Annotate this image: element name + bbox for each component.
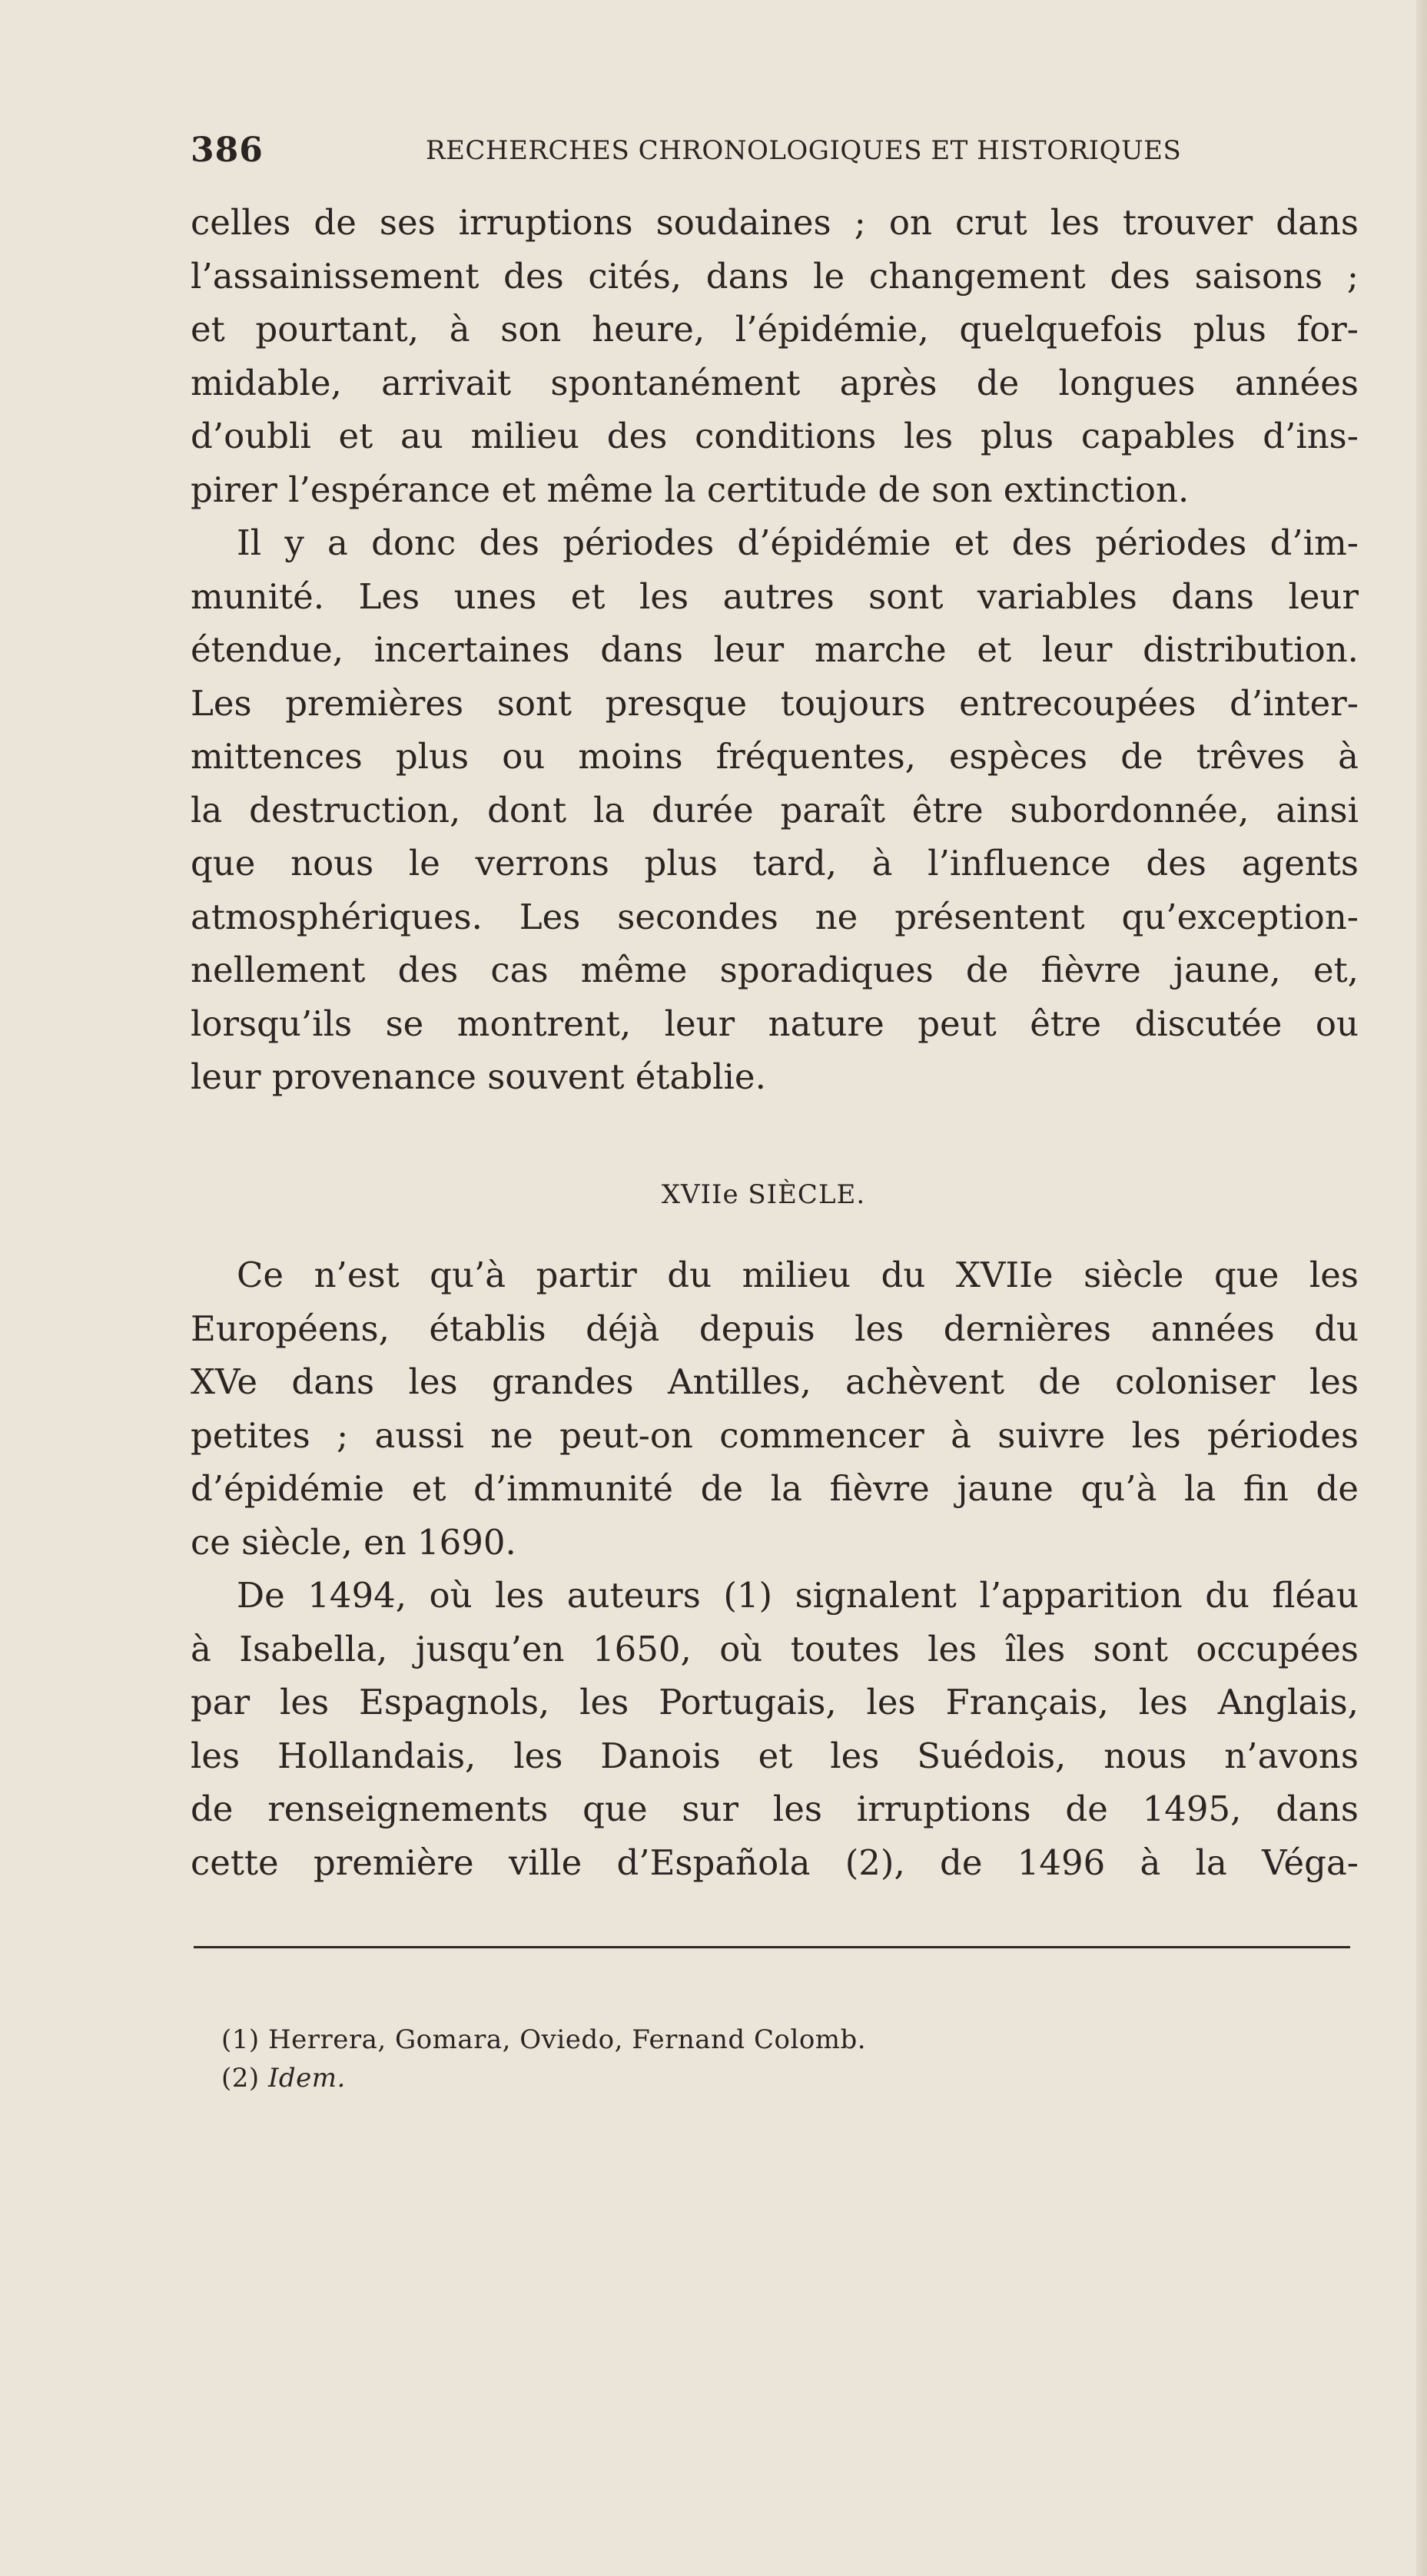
text-line: pirer l’espérance et même la certitude de son extinction. <box>191 469 1190 510</box>
text-line: d’oubli et au milieu des conditions les plus capables d’ins- <box>191 416 1359 456</box>
running-title: RECHERCHES CHRONOLOGIQUES ET HISTORIQUES <box>426 135 1182 166</box>
text-line: Il y a donc des périodes d’épidémie et des périodes d’im- <box>237 522 1359 563</box>
text-line: et pourtant, à son heure, l’épidémie, quelquefois plus for- <box>191 309 1359 350</box>
text-line: par les Espagnols, les Portugais, les Français, les Anglais, <box>191 1682 1359 1722</box>
text-line: mittences plus ou moins fréquentes, espèces de trêves à <box>191 736 1359 777</box>
text-line: de renseignements que sur les irruptions de 1495, dans <box>191 1789 1359 1829</box>
text-line: De 1494, où les auteurs (1) signalent l’apparition du fléau <box>237 1575 1359 1616</box>
footnote-text: Herrera, Gomara, Oviedo, Fernand Colomb. <box>267 2024 867 2055</box>
footnote-text: Idem. <box>267 2063 346 2094</box>
page-edge <box>1416 0 1427 2576</box>
text-line: petites ; aussi ne peut-on commencer à suivre les périodes <box>191 1414 1359 1456</box>
text-line: la destruction, dont la durée paraît être subordonnée, ainsi <box>191 789 1359 830</box>
text-line: nellement des cas même sporadiques de fièvre jaune, et, <box>191 950 1359 990</box>
text-line: que nous le verrons plus tard, à l’influence des agents <box>191 843 1359 884</box>
text-line: lorsqu’ils se montrent, leur nature peut être discutée ou <box>191 1003 1359 1044</box>
footnote <box>221 2059 1297 2097</box>
page-header <box>191 131 1359 177</box>
footnote-rule <box>194 1946 1350 1948</box>
text-line: Européens, établis déjà depuis les dernières années du <box>191 1308 1359 1349</box>
text-line: à Isabella, jusqu’en 1650, où toutes les îles sont occupées <box>191 1628 1359 1669</box>
text-line: leur provenance souvent établie. <box>191 1056 766 1097</box>
footnote-marker: (1) <box>221 2024 260 2055</box>
text-line: ce siècle, en 1690. <box>191 1521 516 1563</box>
text-line: l’assainissement des cités, dans le changement des saisons ; <box>191 255 1359 297</box>
text-line: midable, arrivait spontanément après de longues années <box>191 362 1359 403</box>
text-line: Ce n’est qu’à partir du milieu du XVIIe siècle que les <box>237 1255 1359 1295</box>
text-line: atmosphériques. Les secondes ne présentent qu’exception- <box>191 896 1359 937</box>
page-number: 386 <box>191 131 264 170</box>
body-text-top <box>191 196 1359 1104</box>
text-line: Les premières sont presque toujours entrecoupées d’inter- <box>191 682 1359 724</box>
body-text-bottom <box>191 1248 1359 1889</box>
text-line: d’épidémie et d’immunité de la fièvre jaune qu’à la fin de <box>191 1468 1359 1509</box>
text-line: étendue, incertaines dans leur marche et leur distribution. <box>191 629 1359 670</box>
footnote <box>221 2021 1297 2059</box>
text-line: XVe dans les grandes Antilles, achèvent de coloniser les <box>191 1361 1359 1402</box>
footnote-marker: (2) <box>221 2063 260 2094</box>
text-line: munité. Les unes et les autres sont variables dans leur <box>191 575 1359 617</box>
text-line: cette première ville d’Española (2), de 1496 à la Véga- <box>191 1842 1359 1883</box>
section-heading: XVIIe SIÈCLE. <box>661 1179 866 1210</box>
footnotes <box>221 2021 1297 2097</box>
text-line: celles de ses irruptions soudaines ; on crut les trouver dans <box>191 202 1359 243</box>
text-line: les Hollandais, les Danois et les Suédois, nous n’avons <box>191 1735 1359 1776</box>
